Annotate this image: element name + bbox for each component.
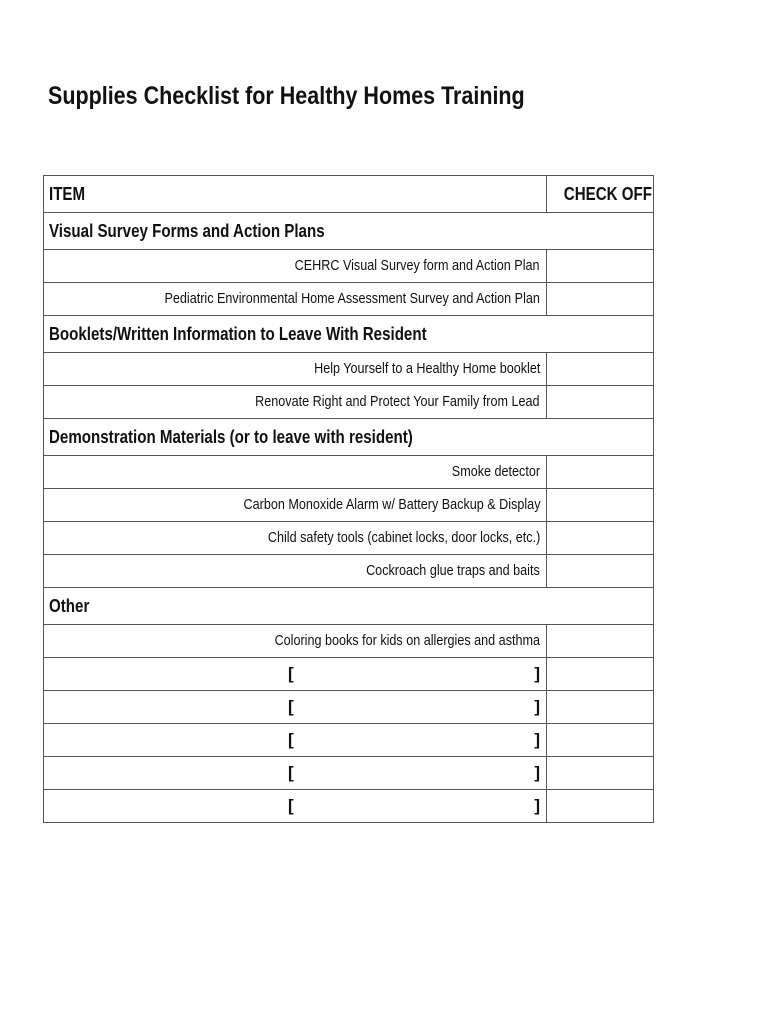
open-bracket: [ (288, 697, 294, 716)
close-bracket: ] (534, 763, 540, 782)
check-off-column-header (547, 176, 654, 213)
section-heading: Other (49, 595, 90, 616)
blank-entry-row (44, 757, 654, 790)
open-bracket: [ (288, 664, 294, 683)
checklist-item-label: Pediatric Environmental Home Assessment Survey and Action Plan (164, 290, 540, 307)
item-column-header (44, 176, 547, 213)
checklist-item-row (44, 353, 654, 386)
close-bracket: ] (534, 664, 540, 683)
checklist-item-label: CEHRC Visual Survey form and Action Plan (295, 257, 540, 274)
checklist-item-row (44, 555, 654, 588)
table-header-row (44, 176, 654, 213)
item-column-header-label: ITEM (49, 183, 86, 204)
check-off-box[interactable] (547, 489, 654, 522)
check-off-box[interactable] (547, 283, 654, 316)
open-bracket: [ (288, 796, 294, 815)
open-bracket: [ (288, 730, 294, 749)
blank-entry-row (44, 790, 654, 823)
blank-entry-row (44, 724, 654, 757)
blank-entry-cell[interactable] (44, 658, 547, 691)
checklist-item-row (44, 456, 654, 489)
checklist-item-cell (44, 456, 547, 489)
section-heading-row (44, 213, 654, 250)
check-off-box[interactable] (547, 386, 654, 419)
checklist-item-label: Renovate Right and Protect Your Family from Lead (255, 393, 540, 410)
blank-entry-row (44, 691, 654, 724)
checklist-item-cell (44, 353, 547, 386)
blank-entry-field[interactable] (44, 790, 546, 822)
checklist-item-label: Coloring books for kids on allergies and asthma (274, 632, 540, 649)
blank-entry-cell[interactable] (44, 757, 547, 790)
close-bracket: ] (534, 796, 540, 815)
section-heading-row (44, 316, 654, 353)
checklist-item-label: Cockroach glue traps and baits (366, 562, 540, 579)
blank-entry-field[interactable] (44, 658, 546, 690)
checklist-item-row (44, 250, 654, 283)
section-heading-row (44, 419, 654, 456)
check-off-box[interactable] (547, 790, 654, 823)
page-title: Supplies Checklist for Healthy Homes Training (48, 82, 525, 110)
checklist-item-row (44, 489, 654, 522)
checklist-item-cell (44, 555, 547, 588)
section-heading: Demonstration Materials (or to leave with resident) (49, 426, 413, 447)
checklist-item-row (44, 625, 654, 658)
check-off-column-header-label: CHECK OFF (563, 183, 652, 204)
check-off-box[interactable] (547, 353, 654, 386)
check-off-box[interactable] (547, 658, 654, 691)
blank-entry-cell[interactable] (44, 790, 547, 823)
blank-entry-cell[interactable] (44, 691, 547, 724)
section-heading-cell (44, 588, 654, 625)
checklist-item-cell (44, 625, 547, 658)
section-heading-cell (44, 316, 654, 353)
open-bracket: [ (288, 763, 294, 782)
blank-entry-cell[interactable] (44, 724, 547, 757)
check-off-box[interactable] (547, 757, 654, 790)
check-off-box[interactable] (547, 250, 654, 283)
checklist-item-row (44, 522, 654, 555)
check-off-box[interactable] (547, 456, 654, 489)
checklist-item-label: Smoke detector (451, 463, 540, 480)
section-heading-row (44, 588, 654, 625)
checklist-item-label: Carbon Monoxide Alarm w/ Battery Backup & Display (243, 496, 540, 513)
check-off-box[interactable] (547, 555, 654, 588)
checklist-table (43, 175, 654, 823)
section-heading: Booklets/Written Information to Leave With Resident (49, 323, 427, 344)
close-bracket: ] (534, 697, 540, 716)
section-heading-cell (44, 213, 654, 250)
checklist-item-cell (44, 250, 547, 283)
checklist-item-row (44, 386, 654, 419)
checklist-item-row (44, 283, 654, 316)
checklist-item-cell (44, 283, 547, 316)
checklist-item-label: Child safety tools (cabinet locks, door locks, etc.) (267, 529, 540, 546)
blank-entry-field[interactable] (44, 691, 546, 723)
blank-entry-row (44, 658, 654, 691)
checklist-item-cell (44, 522, 547, 555)
section-heading-cell (44, 419, 654, 456)
check-off-box[interactable] (547, 522, 654, 555)
check-off-box[interactable] (547, 625, 654, 658)
close-bracket: ] (534, 730, 540, 749)
blank-entry-field[interactable] (44, 724, 546, 756)
checklist-item-label: Help Yourself to a Healthy Home booklet (313, 360, 540, 377)
blank-entry-field[interactable] (44, 757, 546, 789)
checklist-item-cell (44, 489, 547, 522)
section-heading: Visual Survey Forms and Action Plans (49, 220, 325, 241)
check-off-box[interactable] (547, 691, 654, 724)
checklist-item-cell (44, 386, 547, 419)
check-off-box[interactable] (547, 724, 654, 757)
